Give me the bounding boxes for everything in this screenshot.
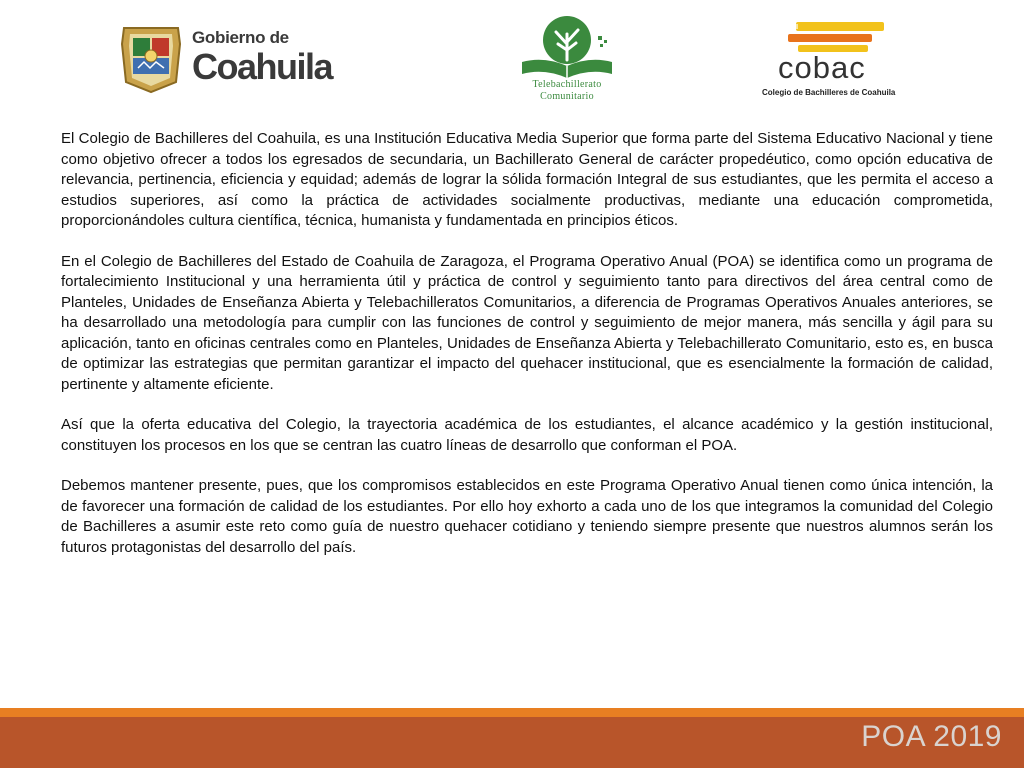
- header: [0, 0, 1024, 118]
- paragraph-3: Así que la oferta educativa del Colegio, la trayectoria académica de los estudiantes, el alcance académico y la gestión institucional, constituyen los procesos en los que se centran las cuatro líneas de desarrollo que conforman el POA.: [61, 416, 993, 454]
- gobierno-coahuila-logo: [118, 22, 358, 96]
- cobac-wordmark: cobac: [778, 50, 866, 85]
- paragraph-1: El Colegio de Bachilleres del Coahuila, es una Institución Educativa Media Superior que forma parte del Sistema Educativo Nacional y tiene como objetivo ofrecer a todos los egresados de secundaria, un Bachillerato General de carácter propedéutico, como opción educativa de relevancia, pertinencia, eficiencia y equidad; además de lograr la sólida formación Integral de sus estudiantes, que les permita el acceso a estudios superiores, así como la práctica de actividades socialmente productivas, mediante una educación comprometida, proporcionándoles cultura científica, técnica, humanista y fundamentada en principios éticos.: [61, 130, 993, 229]
- footer-title: POA 2019: [861, 720, 1002, 753]
- coahuila-label: Coahuila: [192, 46, 333, 87]
- cobac-logo: [762, 20, 918, 100]
- paragraph-2: En el Colegio de Bachilleres del Estado de Coahuila de Zaragoza, el Programa Operativo Anual (POA) se identifica como un programa de fortalecimiento Institucional y una herramienta útil y práctica de control y seguimiento tanto para directivos del área central como de Planteles, Unidades de Enseñanza Abierta y Telebachilleratos Comunitarios, a diferencia de Programas Operativos Anuales anteriores, se ha desarrollado una metodología para cumplir con las funciones de control y seguimiento de mejor manera, más sencilla y ágil para su aplicación, tanto en oficinas centrales como en Planteles, Unidades de Enseñanza Abierta y Telebachillerato Comunitario, esto es, en busca de optimizar las estrategias que permitan garantizar el impacto del quehacer institucional, que es esencialmente la formación de calidad, pertinente y altamente eficiente.: [61, 252, 993, 393]
- telebachillerato-logo: [508, 16, 626, 104]
- footer-accent-line: [0, 708, 1024, 717]
- gobierno-label: Gobierno de: [192, 28, 289, 47]
- comunitario-label: Comunitario: [540, 91, 594, 102]
- body-text: [61, 129, 993, 578]
- cobac-subtitle: Colegio de Bachilleres de Coahuila: [762, 88, 896, 97]
- paragraph-4: Debemos mantener presente, pues, que los compromisos establecidos en este Programa Operativo Anual tienen como única intención, la de favorecer una formación de calidad de los estudiantes. Por ello hoy exhorto a cada uno de los que integramos la comunidad del Colegio de Bachilleres a asumir este reto como guía de nuestro quehacer cotidiano y teniendo siempre presente que nuestros alumnos serán los futuros protagonistas del desarrollo del país.: [61, 477, 993, 556]
- coahuila-seal-icon: [118, 24, 184, 94]
- telebachillerato-label: Telebachillerato: [532, 79, 602, 90]
- tree-book-icon: [518, 16, 616, 80]
